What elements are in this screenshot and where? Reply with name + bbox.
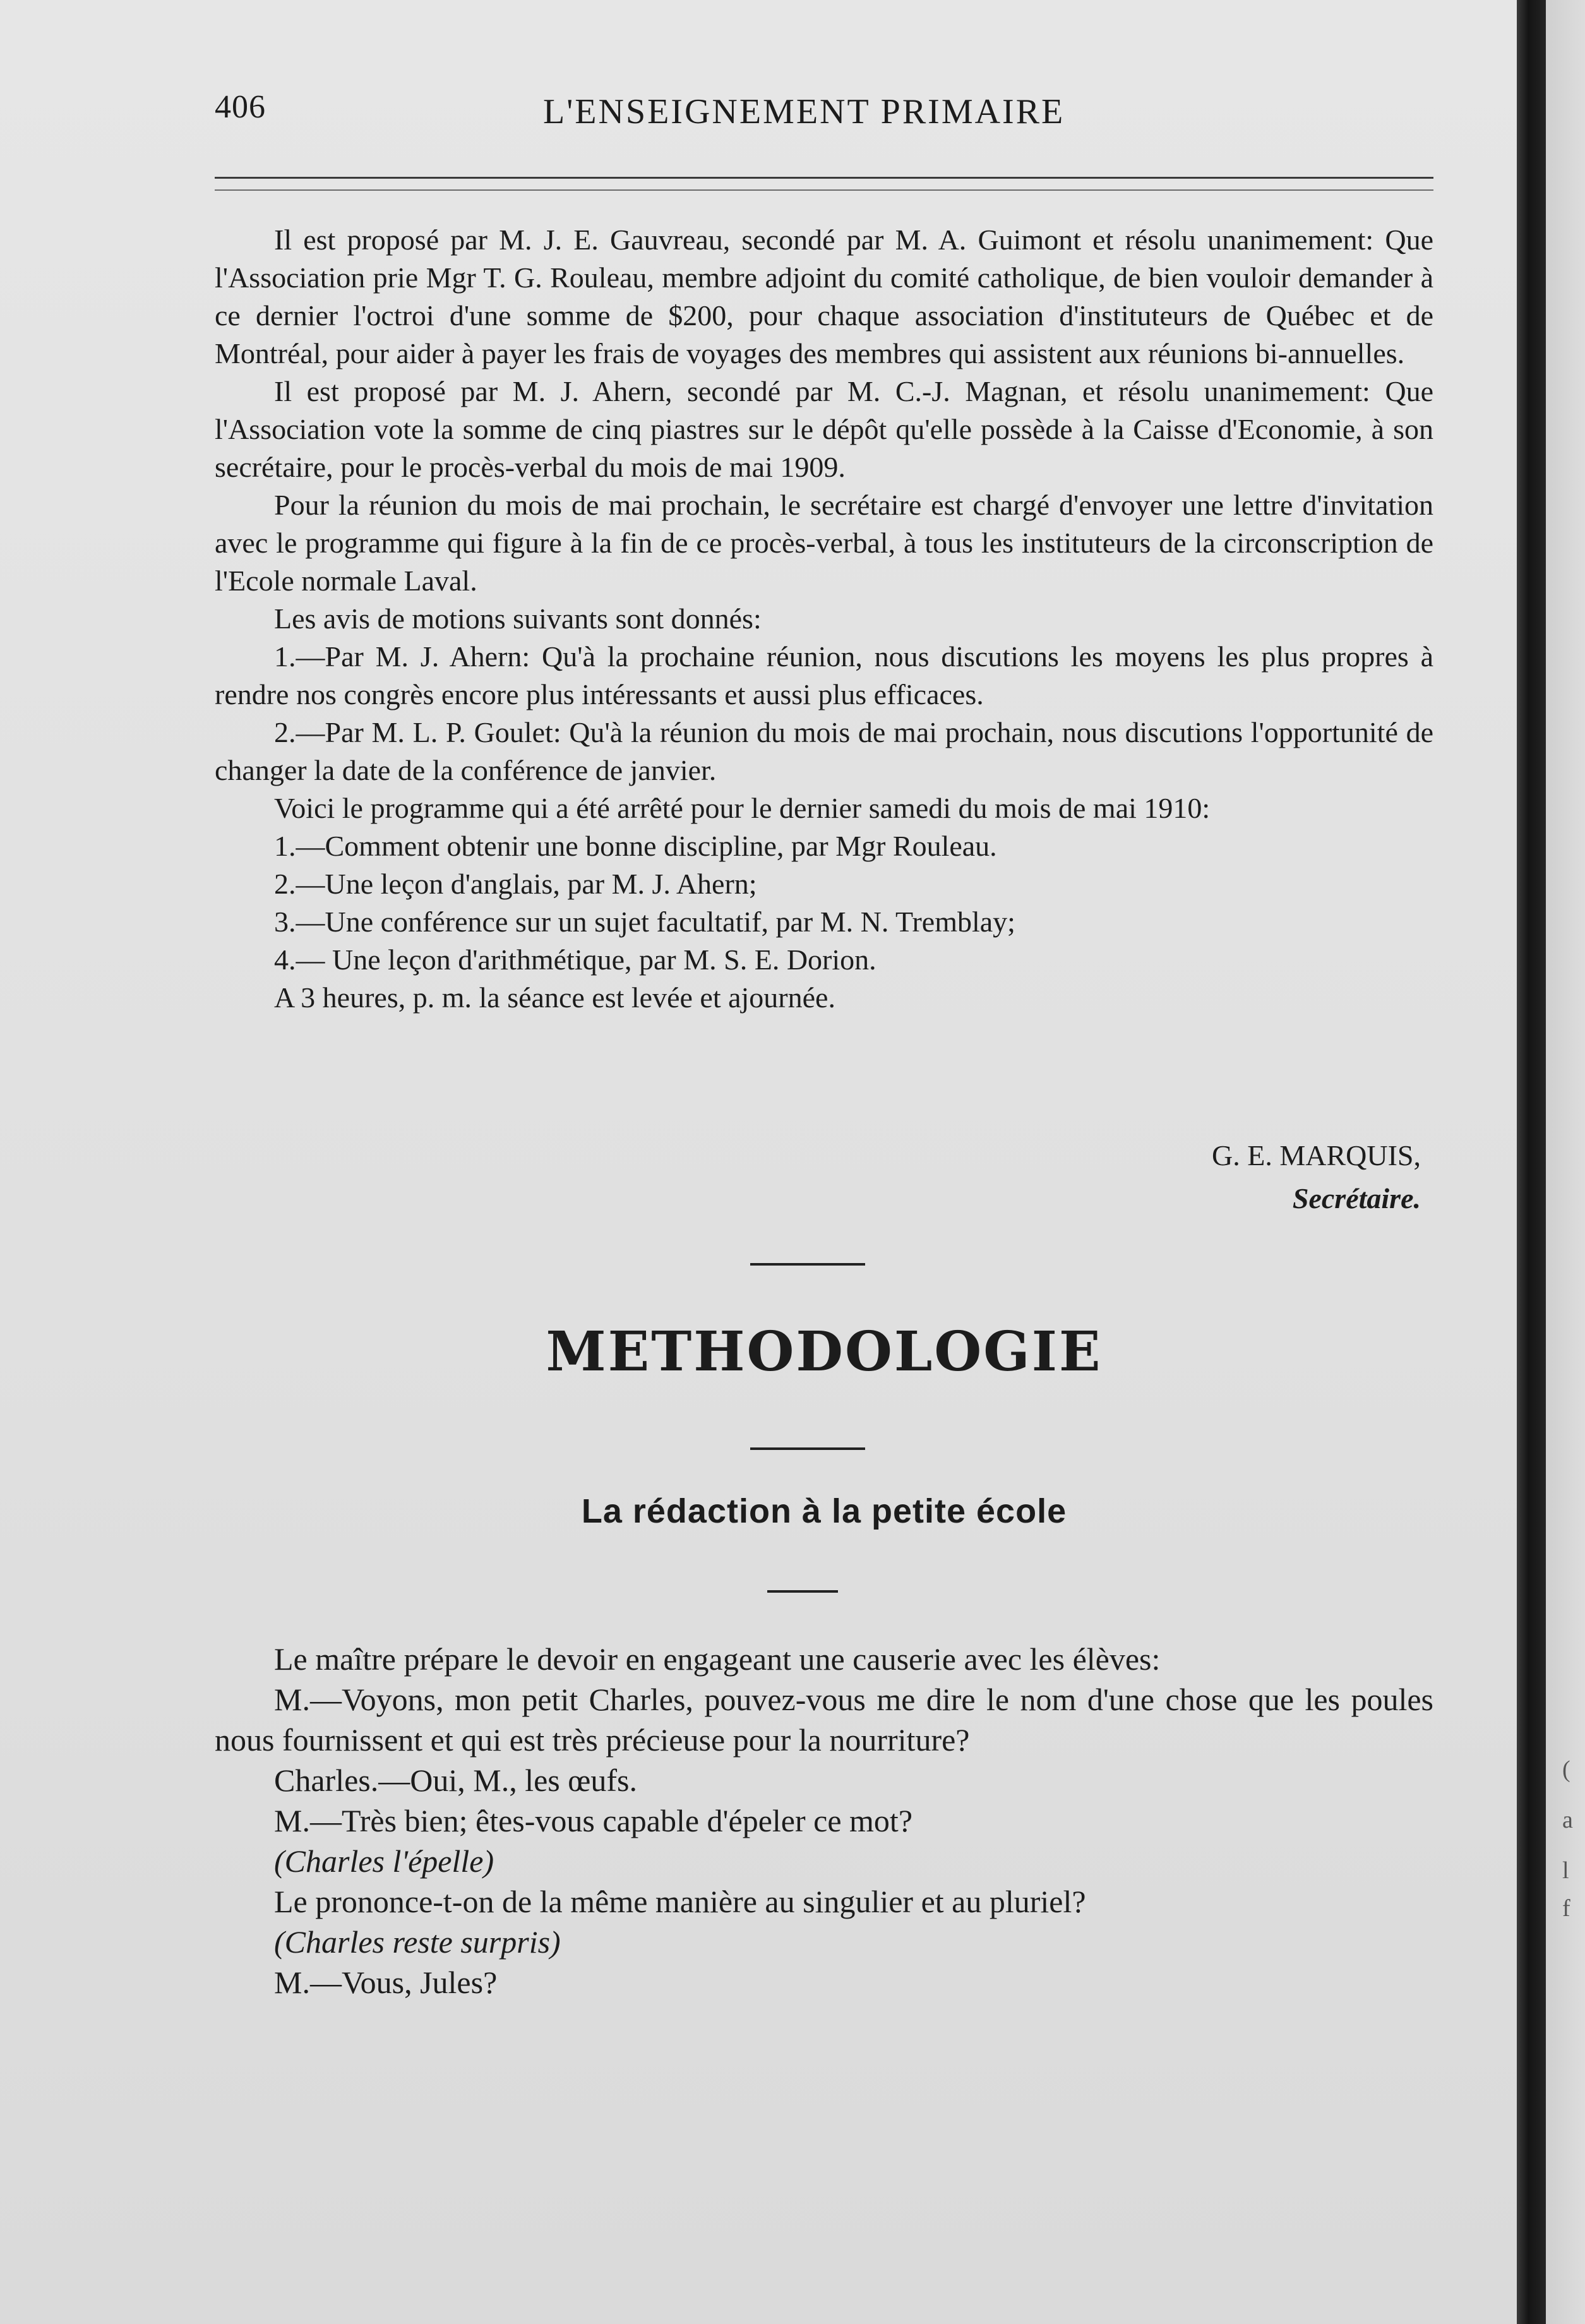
minutes-paragraph: Pour la réunion du mois de mai prochain, le secrétaire est chargé d'envoyer une lettre d'invitation avec le programme qui figure à la fin de ce procès-verbal, à tous les instituteurs de la circonscription de l'Ecole normale Laval. [215,489,1433,597]
signature-role: Secrétaire. [1292,1182,1421,1214]
section-divider [750,1263,865,1266]
minutes-paragraph: Voici le programme qui a été arrêté pour le dernier samedi du mois de mai 1910: [274,792,1211,824]
section-divider [750,1447,865,1450]
program-item: 3.—Une conférence sur un sujet facultatif, par M. N. Tremblay; [274,906,1015,938]
book-spine-shadow [1517,0,1546,2324]
stage-direction: (Charles reste surpris) [274,1924,561,1960]
dialogue-line: M.—Voyons, mon petit Charles, pouvez-vous me dire le nom d'une chose que les poules nous fournissent et qui est très précieuse pour la nourriture? [215,1682,1433,1758]
header-rule [215,177,1433,179]
stage-direction: (Charles l'épelle) [274,1843,494,1879]
dialogue-line: Le prononce-t-on de la même manière au singulier et au pluriel? [274,1884,1086,1919]
program-item: 1.—Comment obtenir une bonne discipline, par Mgr Rouleau. [274,830,997,862]
meeting-minutes [215,221,1433,1017]
minutes-paragraph: Les avis de motions suivants sont donnés: [274,602,762,635]
motion-item: 1.—Par M. J. Ahern: Qu'à la prochaine réunion, nous discutions les moyens les plus propres à rendre nos congrès encore plus intéressants et aussi plus efficaces. [215,640,1433,710]
minutes-paragraph: A 3 heures, p. m. la séance est levée et ajournée. [274,981,835,1014]
header-rule [215,189,1433,191]
page-edge-mark: l [1562,1857,1569,1884]
minutes-paragraph: Il est proposé par M. J. E. Gauvreau, secondé par M. A. Guimont et résolu unanimement: Que l'Association prie Mgr T. G. Rouleau, membre adjoint du comité catholique, de bien vouloir demander à ce dernier l'octroi d'une somme de $200, pour chaque association d'instituteurs de Québec et de Montréal, pour aider à payer les frais de voyages des membres qui assistent aux réunions bi-annuelles. [215,224,1433,369]
page-edge-mark: a [1562,1807,1573,1833]
program-item: 2.—Une leçon d'anglais, par M. J. Ahern; [274,868,757,900]
article-title: La rédaction à la petite école [581,1492,1067,1530]
dialogue-line: Le maître prépare le devoir en engageant une causerie avec les élèves: [274,1641,1161,1677]
running-head: L'ENSEIGNEMENT PRIMAIRE [543,92,1065,131]
section-title: METHODOLOGIE [546,1320,1103,1384]
dialogue [215,1639,1433,2003]
adjacent-page-edge [1546,0,1585,2324]
motion-item: 2.—Par M. L. P. Goulet: Qu'à la réunion du mois de mai prochain, nous discutions l'opportunité de changer la date de la conférence de janvier. [215,716,1433,786]
page-edge-mark: ( [1562,1756,1570,1783]
signature-name: G. E. MARQUIS, [1212,1139,1421,1171]
dialogue-line: M.—Vous, Jules? [274,1965,498,2000]
page-edge-mark: f [1562,1895,1570,1922]
page-number: 406 [215,89,266,125]
signature-block [215,1137,1421,1218]
program-item: 4.— Une leçon d'arithmétique, par M. S. E. Dorion. [274,943,876,976]
section-divider [767,1590,838,1593]
dialogue-line: Charles.—Oui, M., les œufs. [274,1763,637,1798]
minutes-paragraph: Il est proposé par M. J. Ahern, secondé par M. C.-J. Magnan, et résolu unanimement: Que l'Association vote la somme de cinq piastres sur le dépôt qu'elle possède à la Caisse d'Economie, à son secrétaire, pour le procès-verbal du mois de mai 1909. [215,375,1433,483]
dialogue-line: M.—Très bien; êtes-vous capable d'épeler ce mot? [274,1803,913,1838]
